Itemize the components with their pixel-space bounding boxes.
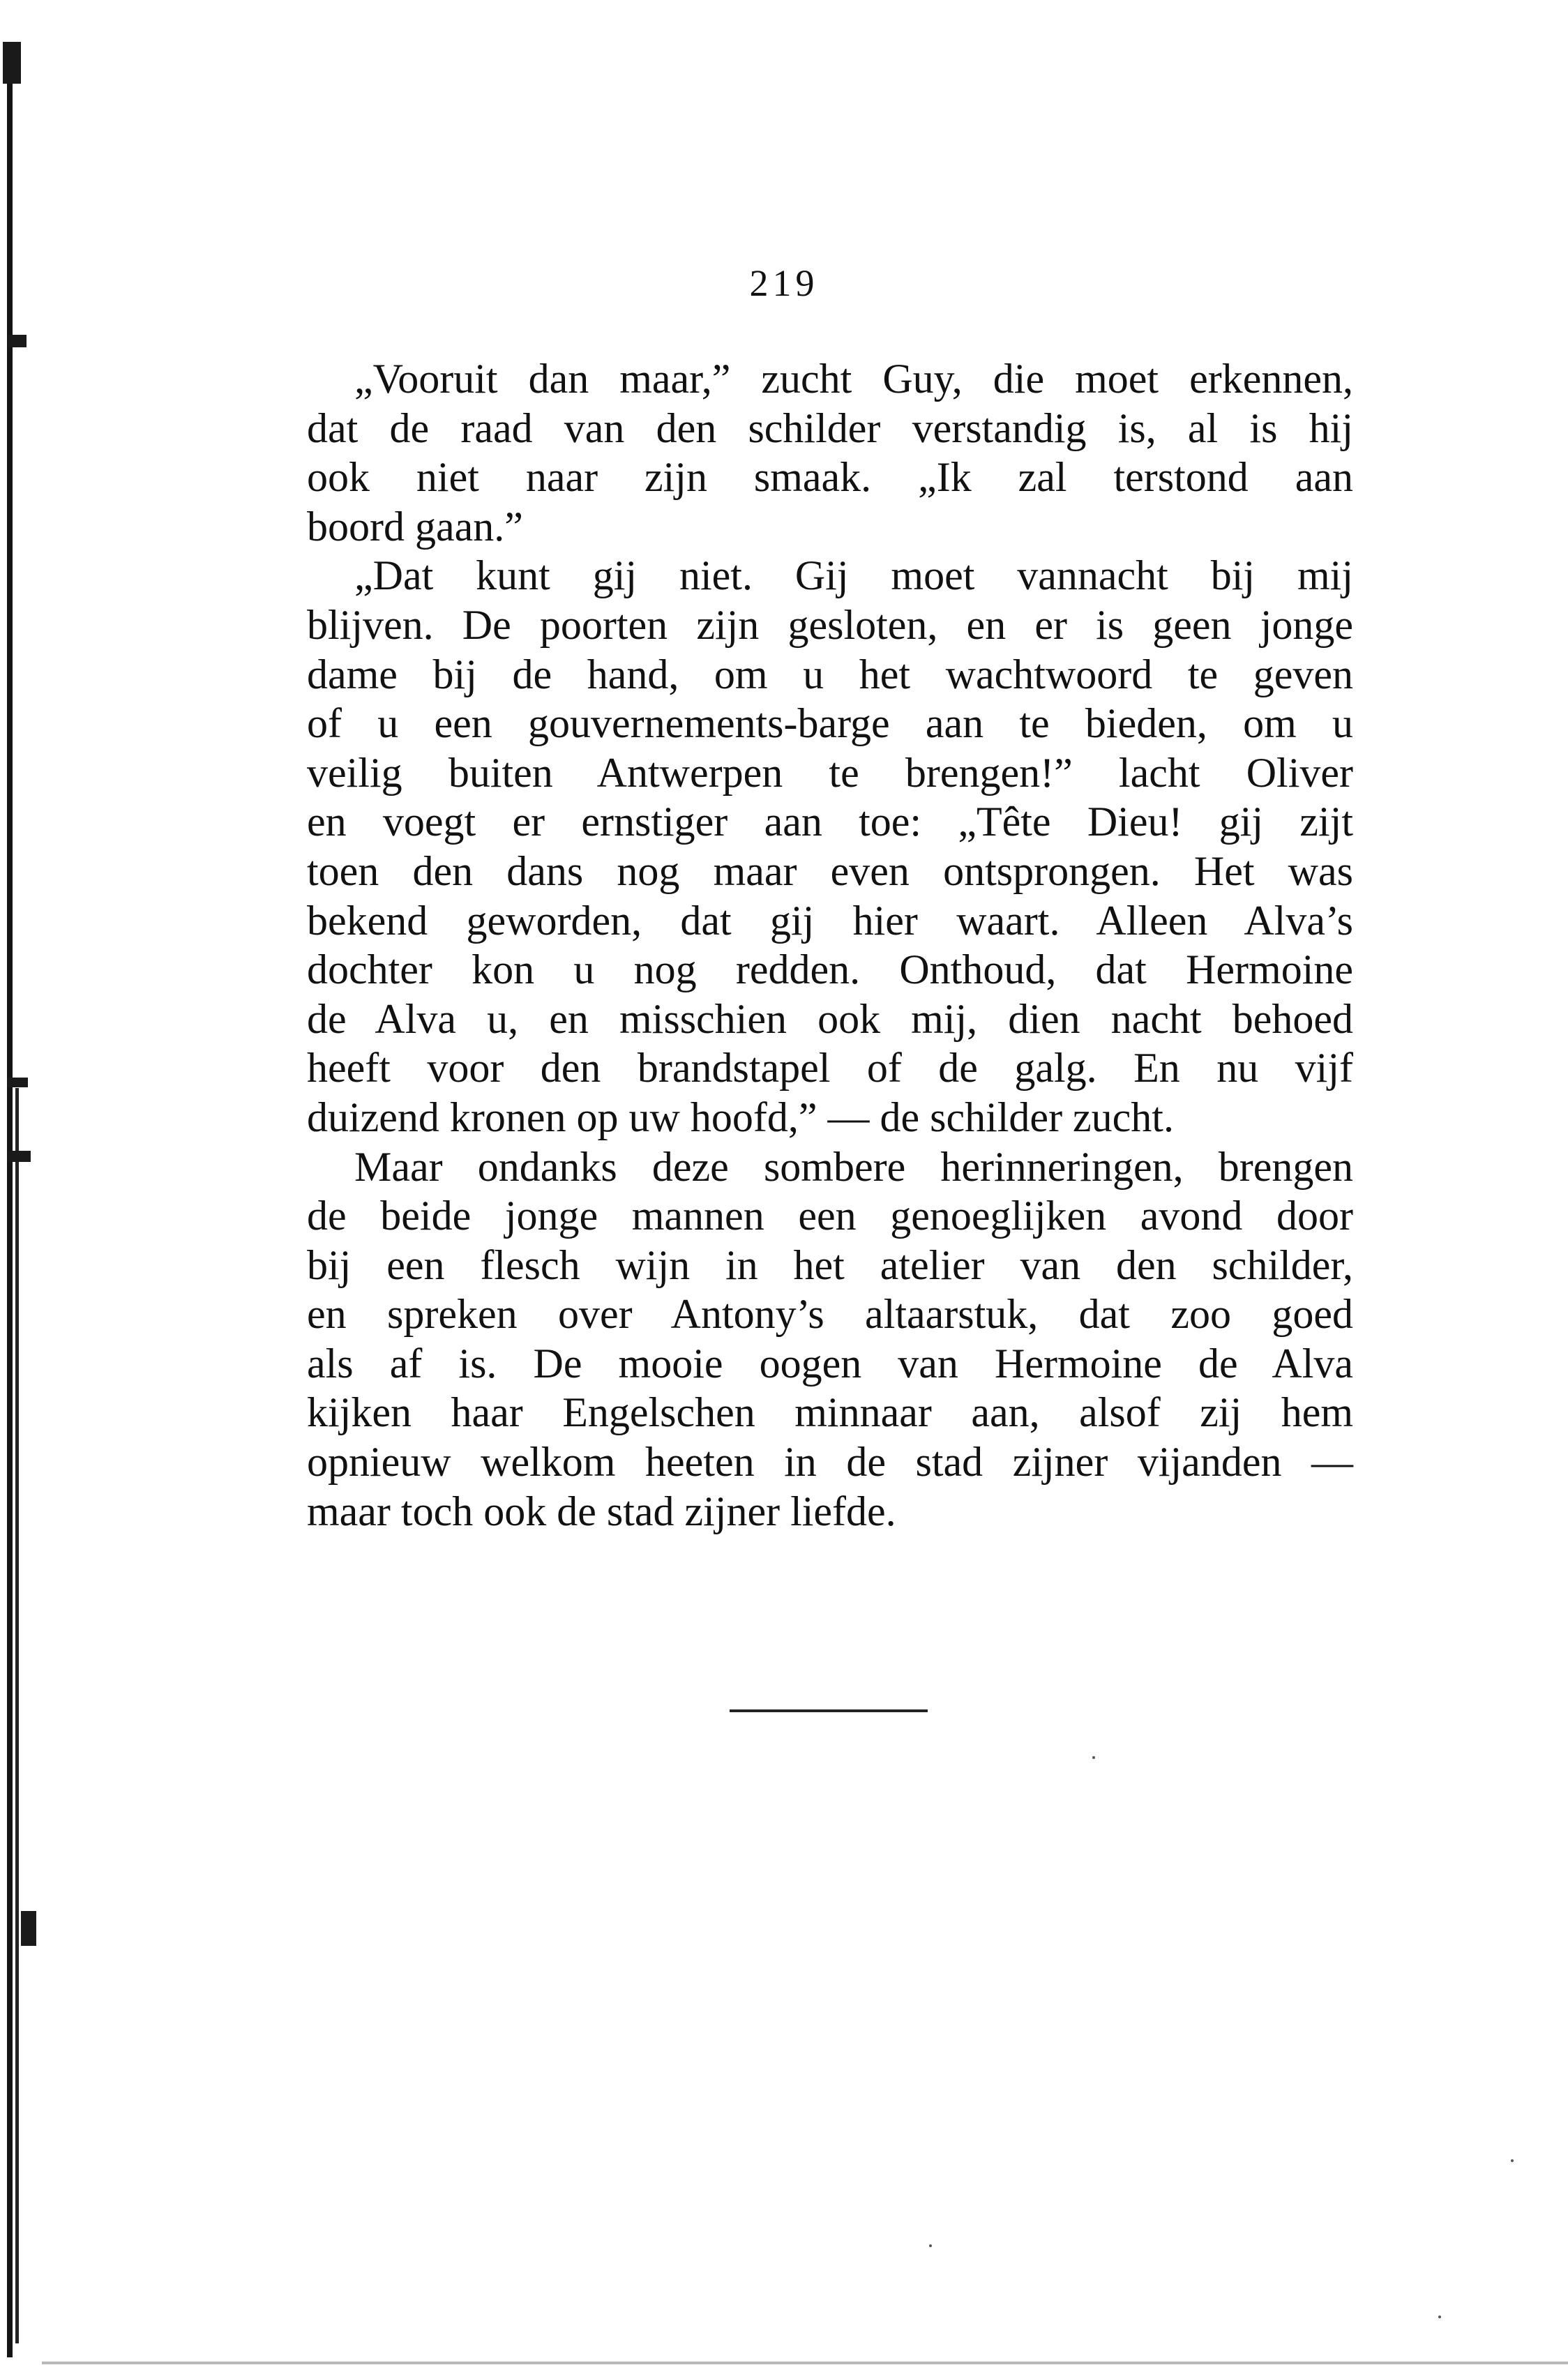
text-line: kijken haar Engelschen minnaar aan, alsof zij hem	[307, 1389, 1353, 1436]
binding-line	[7, 63, 13, 2357]
paper-speck	[1438, 2316, 1441, 2318]
paper-speck	[929, 2244, 932, 2247]
text-line: of u een gouvernements-barge aan te bieden, om u	[307, 700, 1353, 747]
text-line: ook niet naar zijn smaak. „Ik zal terstond aan	[307, 454, 1353, 501]
end-rule	[730, 1709, 928, 1712]
text-line: bekend geworden, dat gij hier waart. Alleen Alva’s	[307, 897, 1353, 944]
text-line: bij een flesch wijn in het atelier van den schilder,	[307, 1241, 1353, 1288]
paper-speck	[1511, 2159, 1514, 2162]
text-line: blijven. De poorten zijn gesloten, en er is geen jonge	[307, 601, 1353, 648]
binding-notch	[21, 1911, 36, 1946]
text-line: en voegt er ernstiger aan toe: „Tête Dieu! gij zijt	[307, 799, 1353, 845]
binding-notch	[8, 335, 27, 347]
page-number: 219	[749, 262, 819, 304]
text-line: „Vooruit dan maar,” zucht Guy, die moet erkennen,	[354, 356, 1353, 402]
text-line: en spreken over Antony’s altaarstuk, dat zoo goed	[307, 1291, 1353, 1338]
binding-notch	[7, 1078, 28, 1087]
text-line: boord gaan.”	[307, 503, 523, 550]
binding-line-inner	[15, 1088, 19, 2343]
page-bottom-edge	[42, 2362, 1568, 2364]
text-line: als af is. De mooie oogen van Hermoine de Alva	[307, 1340, 1353, 1387]
text-line: dame bij de hand, om u het wachtwoord te geven	[307, 651, 1353, 697]
text-line: de Alva u, en misschien ook mij, dien nacht behoed	[307, 995, 1353, 1042]
text-line: dochter kon u nog redden. Onthoud, dat Hermoine	[307, 946, 1353, 993]
text-line: opnieuw welkom heeten in de stad zijner vijanden —	[307, 1439, 1353, 1486]
paper-speck	[1092, 1756, 1095, 1759]
binding-notch	[7, 1151, 31, 1162]
text-line: heeft voor den brandstapel of de galg. En nu vijf	[307, 1045, 1353, 1091]
text-line: Maar ondanks deze sombere herinneringen, brengen	[354, 1143, 1353, 1190]
body-text	[307, 354, 1353, 1536]
text-line: duizend kronen op uw hoofd,” — de schilder zucht.	[307, 1094, 1174, 1140]
text-line: de beide jonge mannen een genoeglijken avond door	[307, 1193, 1353, 1239]
binding-notch	[3, 42, 21, 84]
text-line: maar toch ook de stad zijner liefde.	[307, 1488, 896, 1534]
text-line: dat de raad van den schilder verstandig is, al is hij	[307, 405, 1353, 451]
page-binding-edge	[0, 0, 49, 2372]
text-line: toen den dans nog maar even ontsprongen. Het was	[307, 847, 1353, 894]
text-line: veilig buiten Antwerpen te brengen!” lacht Oliver	[307, 749, 1353, 796]
text-line: „Dat kunt gij niet. Gij moet vannacht bij mij	[354, 552, 1353, 599]
